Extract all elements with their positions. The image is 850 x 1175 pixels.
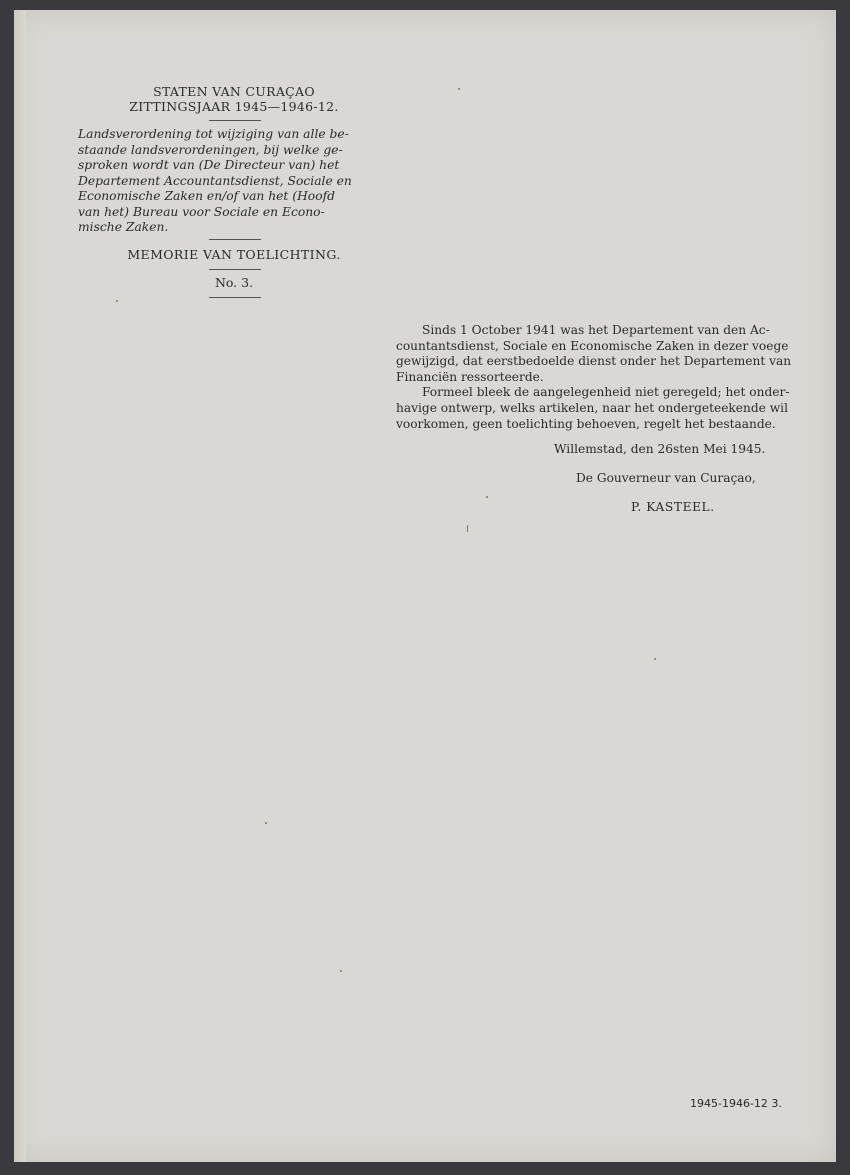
- subject-line: sproken wordt van (De Directeur van) het: [78, 158, 340, 172]
- subject-paragraph: [78, 127, 378, 236]
- memo-number: No. 3.: [214, 275, 254, 290]
- paper-speck: [340, 970, 342, 972]
- body-line: Financiën ressorteerde.: [396, 369, 544, 384]
- header-session-year: ZITTINGSJAAR 1945—1946-12.: [129, 99, 339, 114]
- subject-line: Economische Zaken en/of van het (Hoofd: [78, 189, 336, 203]
- subject-line: Landsverordening tot wijziging van alle be-: [78, 127, 349, 141]
- divider: [209, 297, 261, 298]
- paper-speck: [467, 525, 468, 532]
- divider: [209, 120, 261, 121]
- paper-speck: [486, 496, 488, 498]
- document-page: [14, 10, 836, 1162]
- memo-title: MEMORIE VAN TOELICHTING.: [127, 247, 341, 262]
- page-reference: 1945-1946-12 3.: [690, 1097, 782, 1110]
- body-line: Formeel bleek de aangelegenheid niet geregeld; het onder-: [422, 385, 790, 400]
- paper-speck: [116, 300, 118, 302]
- paper-speck: [654, 658, 656, 660]
- divider: [209, 269, 261, 270]
- place-date: Willemstad, den 26sten Mei 1945.: [554, 442, 766, 456]
- header-title: STATEN VAN CURAÇAO: [153, 84, 315, 99]
- body-line: countantsdienst, Sociale en Economische Zaken in dezer voege: [396, 338, 789, 353]
- body-paragraph: [396, 323, 792, 432]
- body-line: havige ontwerp, welks artikelen, naar het ondergeteekende wil: [396, 400, 788, 415]
- governor-title: De Gouverneur van Curaçao,: [576, 471, 756, 485]
- subject-line: mische Zaken.: [78, 220, 169, 234]
- subject-line: van het) Bureau voor Sociale en Econo-: [78, 204, 325, 219]
- subject-line: Departement Accountantsdienst, Sociale en: [78, 173, 352, 188]
- body-line: gewijzigd, dat eerstbedoelde dienst onder het Departement van: [396, 354, 792, 369]
- paper-speck: [265, 822, 267, 824]
- body-line: Sinds 1 October 1941 was het Departement van den Ac-: [422, 323, 770, 337]
- divider: [209, 239, 261, 240]
- signature: P. KASTEEL.: [631, 500, 715, 514]
- body-line: voorkomen, geen toelichting behoeven, regelt het bestaande.: [396, 416, 776, 431]
- paper-speck: [458, 88, 460, 90]
- page-edge: [14, 10, 26, 1162]
- subject-line: staande landsverordeningen, bij welke ge-: [78, 142, 343, 157]
